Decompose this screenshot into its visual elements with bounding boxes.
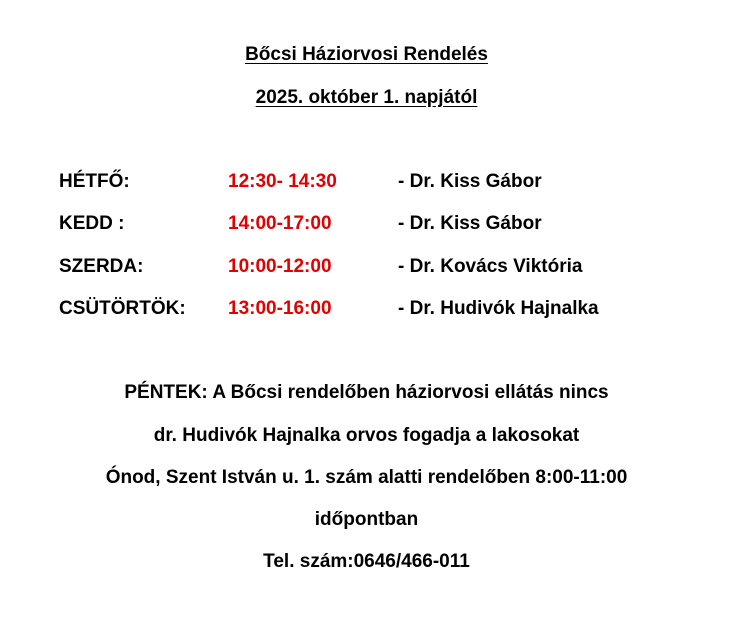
schedule-time: 12:30- 14:30 [228, 171, 337, 192]
schedule-row-tuesday [0, 212, 733, 236]
friday-note-line: időpontban [314, 509, 419, 530]
friday-note-line: Ónod, Szent István u. 1. szám alatti rendelőben 8:00-11:00 [105, 467, 628, 488]
schedule-time: 13:00-16:00 [228, 298, 332, 319]
schedule-day: CSÜTÖRTÖK: [59, 298, 186, 319]
schedule-day: KEDD : [59, 213, 125, 234]
friday-note-line: dr. Hudivók Hajnalka orvos fogadja a lakosokat [153, 425, 580, 446]
schedule-time: 14:00-17:00 [228, 213, 332, 234]
schedule-row-monday [0, 170, 733, 194]
schedule-doctor: - Dr. Kovács Viktória [398, 256, 583, 277]
schedule-time: 10:00-12:00 [228, 256, 332, 277]
schedule-doctor: - Dr. Hudivók Hajnalka [398, 298, 599, 319]
phone-number: Tel. szám:0646/466-011 [263, 551, 470, 572]
schedule-row-wednesday [0, 255, 733, 279]
page-title: Bőcsi Háziorvosi Rendelés [245, 44, 488, 65]
schedule-doctor: - Dr. Kiss Gábor [398, 171, 542, 192]
friday-note-line: PÉNTEK: A Bőcsi rendelőben háziorvosi ellátás nincs [124, 382, 609, 403]
schedule-row-thursday [0, 297, 733, 321]
schedule-doctor: - Dr. Kiss Gábor [398, 213, 542, 234]
schedule-day: SZERDA: [59, 256, 144, 277]
schedule-day: HÉTFŐ: [59, 171, 130, 192]
page-subtitle: 2025. október 1. napjától [255, 87, 478, 108]
